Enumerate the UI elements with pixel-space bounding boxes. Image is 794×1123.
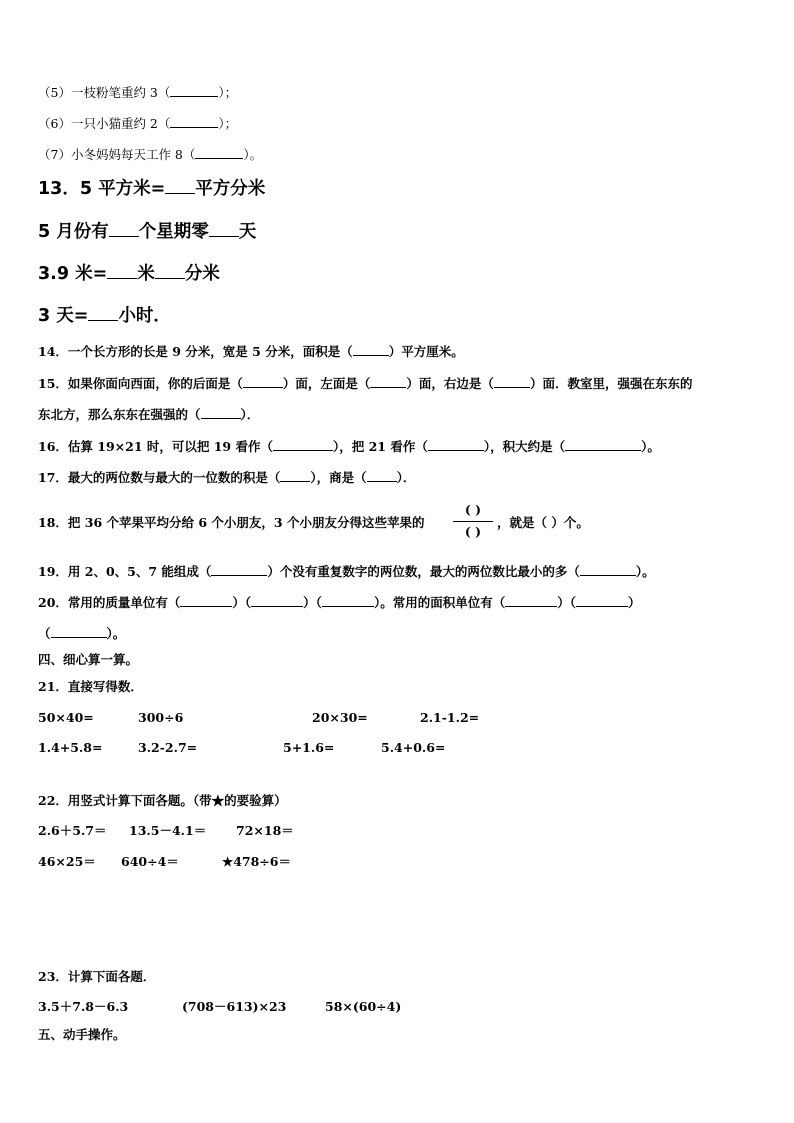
answer-blank[interactable]	[165, 178, 195, 194]
q16-text: 16．估算 19×21 时，可以把 19 看作（	[38, 439, 273, 454]
q15-text: 东北方，那么东东在强强的（	[38, 407, 201, 422]
q20-text: 20．常用的质量单位有（	[38, 595, 181, 610]
calc-item: 58×(60÷4)	[325, 999, 402, 1014]
q13-line-4	[38, 305, 171, 327]
calc-item: 1.4+5.8=	[38, 740, 103, 755]
item-6-text: （6）一只小猫重约 2（	[38, 116, 171, 131]
answer-blank[interactable]	[565, 438, 641, 451]
answer-blank[interactable]	[367, 469, 397, 482]
q20-sep: ）（	[232, 595, 252, 610]
calc-item: 640÷4＝	[121, 854, 179, 869]
question-21-title: 21．直接写得数．	[38, 679, 143, 694]
q15-text: ）面，左面是（	[282, 376, 371, 391]
answer-blank[interactable]	[580, 563, 636, 576]
q20-sep: ）（	[303, 595, 322, 610]
q15-end: ）．	[240, 407, 260, 422]
item-5-end: ）；	[218, 85, 238, 100]
q19-text: 19．用 2、0、5、7 能组成（	[38, 564, 212, 579]
q20-sep: （	[38, 626, 51, 641]
q13-unit: 米	[137, 264, 155, 284]
item-5	[38, 84, 237, 101]
calc-item: 2.1-1.2=	[420, 710, 480, 725]
question-20-line-2	[38, 625, 125, 642]
item-6-end: ）；	[218, 116, 238, 131]
q20-end: ）	[627, 595, 641, 610]
answer-blank[interactable]	[109, 221, 139, 237]
q18-end: ，就是（ ）个。	[497, 515, 589, 530]
q14-text: 14．一个长方形的长是 9 分米，宽是 5 分米，面积是（	[38, 344, 353, 359]
question-16	[38, 438, 660, 455]
item-7-text: （7）小冬妈妈每天工作 8（	[38, 147, 196, 162]
answer-blank[interactable]	[211, 563, 267, 576]
q20-end: ）。	[106, 626, 126, 641]
question-14	[38, 343, 464, 360]
q13-text: 个星期零	[138, 222, 209, 242]
answer-blank[interactable]	[353, 343, 389, 356]
calc-item: 5+1.6=	[283, 740, 335, 755]
q13-unit: 平方分米	[195, 179, 266, 199]
answer-blank[interactable]	[180, 594, 232, 607]
answer-blank[interactable]	[428, 438, 484, 451]
answer-blank[interactable]	[251, 594, 303, 607]
fraction-bar	[453, 521, 493, 522]
calc-item: 300÷6	[138, 710, 184, 725]
section-4-heading: 四、细心算一算。	[38, 652, 139, 667]
section-5-heading: 五、动手操作。	[38, 1027, 126, 1042]
question-18-tail	[497, 515, 589, 531]
item-7-end: ）。	[243, 147, 263, 162]
q13-text: 5 月份有	[38, 222, 109, 242]
question-22-title: 22．用竖式计算下面各题。（带★的要验算）	[38, 793, 287, 808]
q13-line-2	[38, 221, 256, 243]
q13-text: 13．5 平方米=	[38, 179, 166, 199]
answer-blank[interactable]	[170, 115, 218, 128]
q14-end: ）平方厘米。	[388, 344, 464, 359]
q17-text: 17．最大的两位数与最大的一位数的积是（	[38, 470, 281, 485]
answer-blank[interactable]	[170, 84, 218, 97]
calc-item: 13.5－4.1＝	[129, 823, 207, 838]
q13-unit: 小时．	[118, 306, 171, 326]
question-20-line-1	[38, 594, 640, 611]
answer-blank[interactable]	[322, 594, 374, 607]
answer-blank[interactable]	[505, 594, 557, 607]
calc-item: 3.5＋7.8－6.3	[38, 999, 129, 1014]
q13-line-1	[38, 178, 265, 200]
answer-blank[interactable]	[201, 406, 241, 419]
q17-end: ）．	[396, 470, 416, 485]
question-15-line-1	[38, 375, 692, 392]
calc-item: 20×30=	[312, 710, 368, 725]
q16-text: ），把 21 看作（	[332, 439, 428, 454]
q13-text: 3 天=	[38, 306, 89, 326]
fraction	[451, 500, 495, 544]
q15-text: ）面．教室里，强强在东东的	[529, 376, 693, 391]
q19-end: ）。	[635, 564, 655, 579]
answer-blank[interactable]	[195, 146, 243, 159]
q17-text: ），商是（	[310, 470, 367, 485]
calc-item: 46×25＝	[38, 854, 96, 869]
question-23-title: 23．计算下面各题．	[38, 969, 156, 984]
answer-blank[interactable]	[370, 375, 406, 388]
fraction-numerator[interactable]: ( )	[464, 502, 482, 517]
calc-item: 50×40=	[38, 710, 94, 725]
answer-blank[interactable]	[494, 375, 530, 388]
item-5-text: （5）一枝粉笔重约 3（	[38, 85, 171, 100]
q19-text: ）个没有重复数字的两位数，最大的两位数比最小的多（	[267, 564, 580, 579]
q15-text: ）面，右边是（	[406, 376, 494, 391]
answer-blank[interactable]	[107, 263, 137, 279]
question-18-text	[38, 515, 424, 531]
q16-text: ），积大约是（	[483, 439, 566, 454]
q16-end: ）。	[641, 439, 660, 454]
q13-text: 3.9 米=	[38, 264, 108, 284]
calc-item: (708－613)×23	[182, 999, 287, 1014]
q13-unit: 天	[238, 222, 257, 242]
answer-blank[interactable]	[280, 469, 310, 482]
answer-blank[interactable]	[88, 305, 118, 321]
fraction-denominator[interactable]: ( )	[464, 524, 482, 539]
answer-blank[interactable]	[209, 221, 239, 237]
q18-text: 18．把 36 个苹果平均分给 6 个小朋友，3 个小朋友分得这些苹果的	[38, 515, 425, 530]
item-7	[38, 146, 262, 163]
q13-unit: 分米	[184, 264, 220, 284]
calc-item: 72×18＝	[236, 823, 294, 838]
answer-blank[interactable]	[51, 625, 107, 638]
calc-item: 3.2-2.7=	[138, 740, 198, 755]
calc-item: 2.6＋5.7＝	[38, 823, 107, 838]
answer-blank[interactable]	[243, 375, 283, 388]
answer-blank[interactable]	[155, 263, 185, 279]
q15-text: 15．如果你面向西面，你的后面是（	[38, 376, 243, 391]
question-19	[38, 563, 655, 580]
q20-sep: ）（	[557, 595, 576, 610]
calc-item: ★478÷6＝	[222, 854, 291, 869]
answer-blank[interactable]	[273, 438, 333, 451]
q20-text: ）。常用的面积单位有（	[373, 595, 506, 610]
question-15-line-2	[38, 406, 259, 423]
calc-item: 5.4+0.6=	[381, 740, 446, 755]
answer-blank[interactable]	[576, 594, 628, 607]
question-17	[38, 469, 415, 486]
q13-line-3	[38, 263, 220, 285]
item-6	[38, 115, 237, 132]
